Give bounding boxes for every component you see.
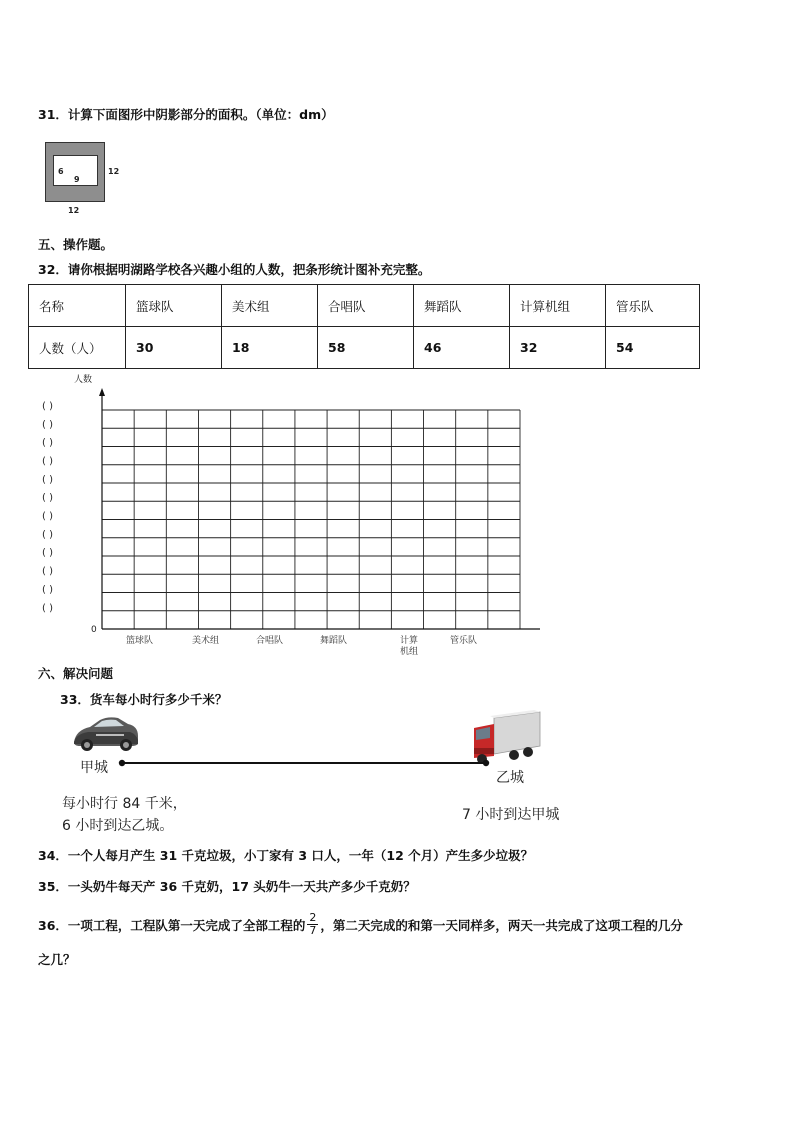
section-5-title: 五、操作题。 xyxy=(38,237,114,252)
route-line xyxy=(110,756,500,770)
y-tick-placeholder: ( ) xyxy=(42,419,53,431)
table-cell: 32 xyxy=(510,327,606,369)
table-cell: 18 xyxy=(222,327,318,369)
car-info-line2: 6 小时到达乙城。 xyxy=(62,818,174,834)
car-info-line1: 每小时行 84 千米， xyxy=(62,796,187,812)
fraction-denominator: 7 xyxy=(309,924,317,937)
x-tick-label: 美术组 xyxy=(192,636,220,646)
x-tick-label: 舞蹈队 xyxy=(320,636,348,646)
x-tick-label: 合唱队 xyxy=(256,636,284,646)
q32-text: 32．请你根据明湖路学校各兴趣小组的人数，把条形统计图补充完整。 xyxy=(38,262,431,277)
fraction-numerator: 2 xyxy=(309,911,317,924)
table-cell: 名称 xyxy=(29,285,126,327)
y-tick-placeholder: ( ) xyxy=(42,602,53,614)
x-tick-label: 管乐队 xyxy=(450,636,478,646)
x-tick-label: 计算 xyxy=(400,636,419,646)
table-cell: 篮球队 xyxy=(126,285,222,327)
q36-text-after: ，第二天完成的和第一天同样多，两天一共完成了这项工程的几分 xyxy=(320,917,683,933)
q36-text-before: 36．一项工程，工程队第一天完成了全部工程的 xyxy=(38,917,306,933)
x-tick-label: 篮球队 xyxy=(126,636,154,646)
car-icon xyxy=(70,712,142,756)
city-b-label: 乙城 xyxy=(496,770,524,786)
table-cell: 舞蹈队 xyxy=(414,285,510,327)
y-tick-placeholder: ( ) xyxy=(42,474,53,486)
y-tick-placeholder: ( ) xyxy=(42,511,53,523)
y-tick-placeholder: ( ) xyxy=(42,492,53,504)
q36-line2: 之几？ xyxy=(38,952,76,967)
origin-label: 0 xyxy=(91,625,97,635)
y-tick-placeholder: ( ) xyxy=(42,529,53,541)
city-b-point xyxy=(483,760,489,766)
table-cell: 计算机组 xyxy=(510,285,606,327)
table-cell: 管乐队 xyxy=(606,285,700,327)
city-a-point xyxy=(119,760,125,766)
y-axis-arrow xyxy=(99,388,105,396)
q31-text: 31．计算下面图形中阴影部分的面积。（单位：dm） xyxy=(38,107,334,122)
bar-chart xyxy=(30,368,550,660)
label-outer-width: 12 xyxy=(68,206,80,215)
y-tick-placeholder: ( ) xyxy=(42,547,53,559)
q33-text: 33．货车每小时行多少千米？ xyxy=(60,692,228,707)
x-tick-label: 机组 xyxy=(400,647,419,657)
q36-line1 xyxy=(38,912,683,937)
truck-info: 7 小时到达甲城 xyxy=(462,807,560,823)
y-axis-label: 人数 xyxy=(74,375,93,385)
y-tick-placeholder: ( ) xyxy=(42,437,53,449)
table-cell: 58 xyxy=(318,327,414,369)
y-tick-placeholder: ( ) xyxy=(42,566,53,578)
q35-text: 35．一头奶牛每天产 36 千克奶，17 头奶牛一天共产多少千克奶？ xyxy=(38,879,416,894)
table-cell: 美术组 xyxy=(222,285,318,327)
table-value-row xyxy=(29,327,700,369)
table-cell: 30 xyxy=(126,327,222,369)
section-6-title: 六、解决问题 xyxy=(38,666,114,681)
table-cell: 合唱队 xyxy=(318,285,414,327)
group-count-table xyxy=(28,284,700,369)
y-tick-placeholder: ( ) xyxy=(42,584,53,596)
q34-text: 34．一个人每月产生 31 千克垃圾，小丁家有 3 口人，一年（12 个月）产生多少垃圾？ xyxy=(38,848,534,863)
table-cell: 46 xyxy=(414,327,510,369)
label-inner-height: 6 xyxy=(58,167,64,176)
label-inner-width: 9 xyxy=(74,175,80,184)
table-header-row xyxy=(29,285,700,327)
city-a-label: 甲城 xyxy=(80,760,108,776)
table-cell: 54 xyxy=(606,327,700,369)
y-tick-placeholder: ( ) xyxy=(42,401,53,412)
y-tick-placeholder: ( ) xyxy=(42,456,53,468)
q36-fraction xyxy=(307,912,318,937)
table-cell: 人数（人） xyxy=(29,327,126,369)
label-outer-height: 12 xyxy=(108,167,120,176)
